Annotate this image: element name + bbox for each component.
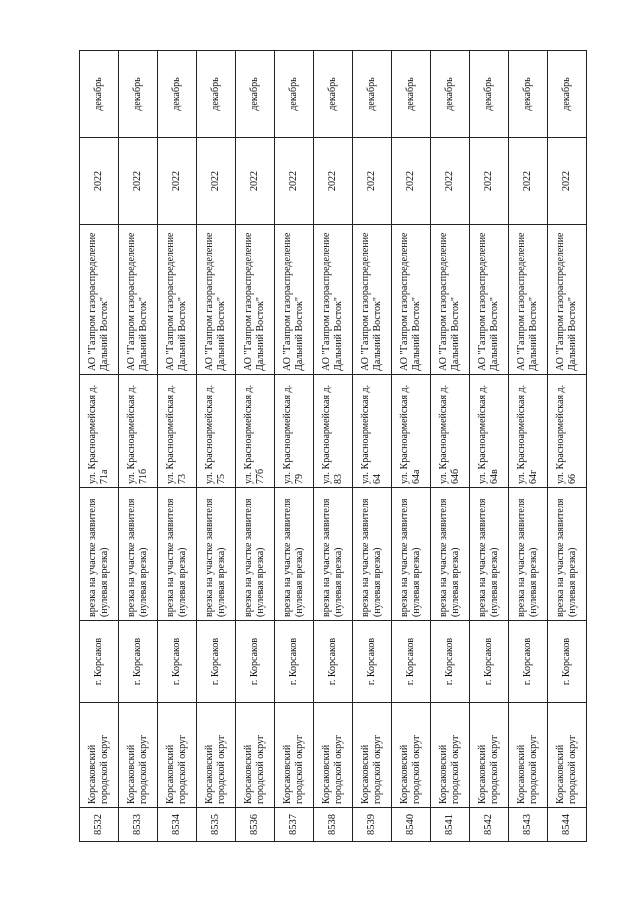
owner-cell: АО "Газпром газораспределение Дальний Восток" xyxy=(275,225,314,375)
owner-cell: АО "Газпром газораспределение Дальний Восток" xyxy=(431,225,470,375)
month-cell: декабрь xyxy=(275,51,314,138)
month-cell: декабрь xyxy=(548,51,587,138)
gasification-schedule-table xyxy=(79,50,587,842)
city-cell: г. Корсаков xyxy=(470,621,509,703)
owner-cell: АО "Газпром газораспределение Дальний Восток" xyxy=(353,225,392,375)
row-number-cell: 8538 xyxy=(314,808,353,842)
object-type-cell: врезка на участке заявителя (нулевая врезка) xyxy=(509,488,548,621)
year-cell: 2022 xyxy=(314,138,353,225)
address-cell: ул. Красноармейская д. 75 xyxy=(197,375,236,488)
month-cell: декабрь xyxy=(119,51,158,138)
object-type-cell: врезка на участке заявителя (нулевая врезка) xyxy=(353,488,392,621)
year-cell: 2022 xyxy=(470,138,509,225)
table-row xyxy=(158,51,197,842)
object-type-cell: врезка на участке заявителя (нулевая врезка) xyxy=(470,488,509,621)
month-cell: декабрь xyxy=(509,51,548,138)
district-cell: Корсаковский городской округ xyxy=(548,703,587,808)
year-cell: 2022 xyxy=(80,138,119,225)
address-cell: ул. Красноармейская д. 71а xyxy=(80,375,119,488)
district-cell: Корсаковский городской округ xyxy=(314,703,353,808)
city-cell: г. Корсаков xyxy=(236,621,275,703)
table-row xyxy=(470,51,509,842)
object-type-cell: врезка на участке заявителя (нулевая врезка) xyxy=(197,488,236,621)
city-cell: г. Корсаков xyxy=(158,621,197,703)
row-number-cell: 8534 xyxy=(158,808,197,842)
owner-cell: АО "Газпром газораспределение Дальний Восток" xyxy=(548,225,587,375)
row-number-cell: 8544 xyxy=(548,808,587,842)
owner-cell: АО "Газпром газораспределение Дальний Восток" xyxy=(236,225,275,375)
object-type-cell: врезка на участке заявителя (нулевая врезка) xyxy=(80,488,119,621)
owner-cell: АО "Газпром газораспределение Дальний Восток" xyxy=(314,225,353,375)
owner-cell: АО "Газпром газораспределение Дальний Восток" xyxy=(392,225,431,375)
table-body xyxy=(80,51,587,842)
row-number-cell: 8536 xyxy=(236,808,275,842)
city-cell: г. Корсаков xyxy=(431,621,470,703)
owner-cell: АО "Газпром газораспределение Дальний Восток" xyxy=(470,225,509,375)
row-number-cell: 8532 xyxy=(80,808,119,842)
address-cell: ул. Красноармейская д. 83 xyxy=(314,375,353,488)
owner-cell: АО "Газпром газораспределение Дальний Восток" xyxy=(158,225,197,375)
month-cell: декабрь xyxy=(392,51,431,138)
row-number-cell: 8533 xyxy=(119,808,158,842)
object-type-cell: врезка на участке заявителя (нулевая врезка) xyxy=(119,488,158,621)
object-type-cell: врезка на участке заявителя (нулевая врезка) xyxy=(431,488,470,621)
city-cell: г. Корсаков xyxy=(353,621,392,703)
month-cell: декабрь xyxy=(158,51,197,138)
object-type-cell: врезка на участке заявителя (нулевая врезка) xyxy=(314,488,353,621)
month-cell: декабрь xyxy=(197,51,236,138)
district-cell: Корсаковский городской округ xyxy=(353,703,392,808)
month-cell: декабрь xyxy=(236,51,275,138)
month-cell: декабрь xyxy=(353,51,392,138)
district-cell: Корсаковский городской округ xyxy=(119,703,158,808)
row-number-cell: 8540 xyxy=(392,808,431,842)
month-cell: декабрь xyxy=(80,51,119,138)
object-type-cell: врезка на участке заявителя (нулевая врезка) xyxy=(236,488,275,621)
table-row xyxy=(392,51,431,842)
district-cell: Корсаковский городской округ xyxy=(236,703,275,808)
district-cell: Корсаковский городской округ xyxy=(275,703,314,808)
address-cell: ул. Красноармейская д. 71б xyxy=(119,375,158,488)
owner-cell: АО "Газпром газораспределение Дальний Восток" xyxy=(80,225,119,375)
year-cell: 2022 xyxy=(353,138,392,225)
address-cell: ул. Красноармейская д. 66 xyxy=(548,375,587,488)
address-cell: ул. Красноармейская д. 64 xyxy=(353,375,392,488)
year-cell: 2022 xyxy=(236,138,275,225)
year-cell: 2022 xyxy=(431,138,470,225)
city-cell: г. Корсаков xyxy=(509,621,548,703)
year-cell: 2022 xyxy=(509,138,548,225)
district-cell: Корсаковский городской округ xyxy=(392,703,431,808)
row-number-cell: 8539 xyxy=(353,808,392,842)
year-cell: 2022 xyxy=(392,138,431,225)
city-cell: г. Корсаков xyxy=(119,621,158,703)
city-cell: г. Корсаков xyxy=(197,621,236,703)
table-row xyxy=(509,51,548,842)
address-cell: ул. Красноармейская д. 64г xyxy=(509,375,548,488)
city-cell: г. Корсаков xyxy=(314,621,353,703)
table-row xyxy=(431,51,470,842)
row-number-cell: 8542 xyxy=(470,808,509,842)
year-cell: 2022 xyxy=(275,138,314,225)
table-row xyxy=(548,51,587,842)
address-cell: ул. Красноармейская д. 64в xyxy=(470,375,509,488)
year-cell: 2022 xyxy=(197,138,236,225)
district-cell: Корсаковский городской округ xyxy=(509,703,548,808)
row-number-cell: 8543 xyxy=(509,808,548,842)
object-type-cell: врезка на участке заявителя (нулевая врезка) xyxy=(548,488,587,621)
object-type-cell: врезка на участке заявителя (нулевая врезка) xyxy=(275,488,314,621)
district-cell: Корсаковский городской округ xyxy=(470,703,509,808)
address-cell: ул. Красноармейская д. 73 xyxy=(158,375,197,488)
district-cell: Корсаковский городской округ xyxy=(197,703,236,808)
row-number-cell: 8541 xyxy=(431,808,470,842)
object-type-cell: врезка на участке заявителя (нулевая врезка) xyxy=(392,488,431,621)
city-cell: г. Корсаков xyxy=(548,621,587,703)
district-cell: Корсаковский городской округ xyxy=(431,703,470,808)
district-cell: Корсаковский городской округ xyxy=(80,703,119,808)
table-row xyxy=(275,51,314,842)
owner-cell: АО "Газпром газораспределение Дальний Восток" xyxy=(509,225,548,375)
object-type-cell: врезка на участке заявителя (нулевая врезка) xyxy=(158,488,197,621)
year-cell: 2022 xyxy=(119,138,158,225)
month-cell: декабрь xyxy=(314,51,353,138)
district-cell: Корсаковский городской округ xyxy=(158,703,197,808)
city-cell: г. Корсаков xyxy=(80,621,119,703)
owner-cell: АО "Газпром газораспределение Дальний Восток" xyxy=(119,225,158,375)
city-cell: г. Корсаков xyxy=(275,621,314,703)
table-row xyxy=(80,51,119,842)
year-cell: 2022 xyxy=(158,138,197,225)
address-cell: ул. Красноармейская д. 64а xyxy=(392,375,431,488)
month-cell: декабрь xyxy=(470,51,509,138)
year-cell: 2022 xyxy=(548,138,587,225)
table-row xyxy=(314,51,353,842)
address-cell: ул. Красноармейская д. 79 xyxy=(275,375,314,488)
row-number-cell: 8535 xyxy=(197,808,236,842)
address-cell: ул. Красноармейская д. 77б xyxy=(236,375,275,488)
owner-cell: АО "Газпром газораспределение Дальний Восток" xyxy=(197,225,236,375)
table-row xyxy=(197,51,236,842)
row-number-cell: 8537 xyxy=(275,808,314,842)
city-cell: г. Корсаков xyxy=(392,621,431,703)
table-row xyxy=(119,51,158,842)
month-cell: декабрь xyxy=(431,51,470,138)
rotated-table-sheet xyxy=(79,51,587,842)
address-cell: ул. Красноармейская д. 64б xyxy=(431,375,470,488)
table-row xyxy=(236,51,275,842)
table-row xyxy=(353,51,392,842)
